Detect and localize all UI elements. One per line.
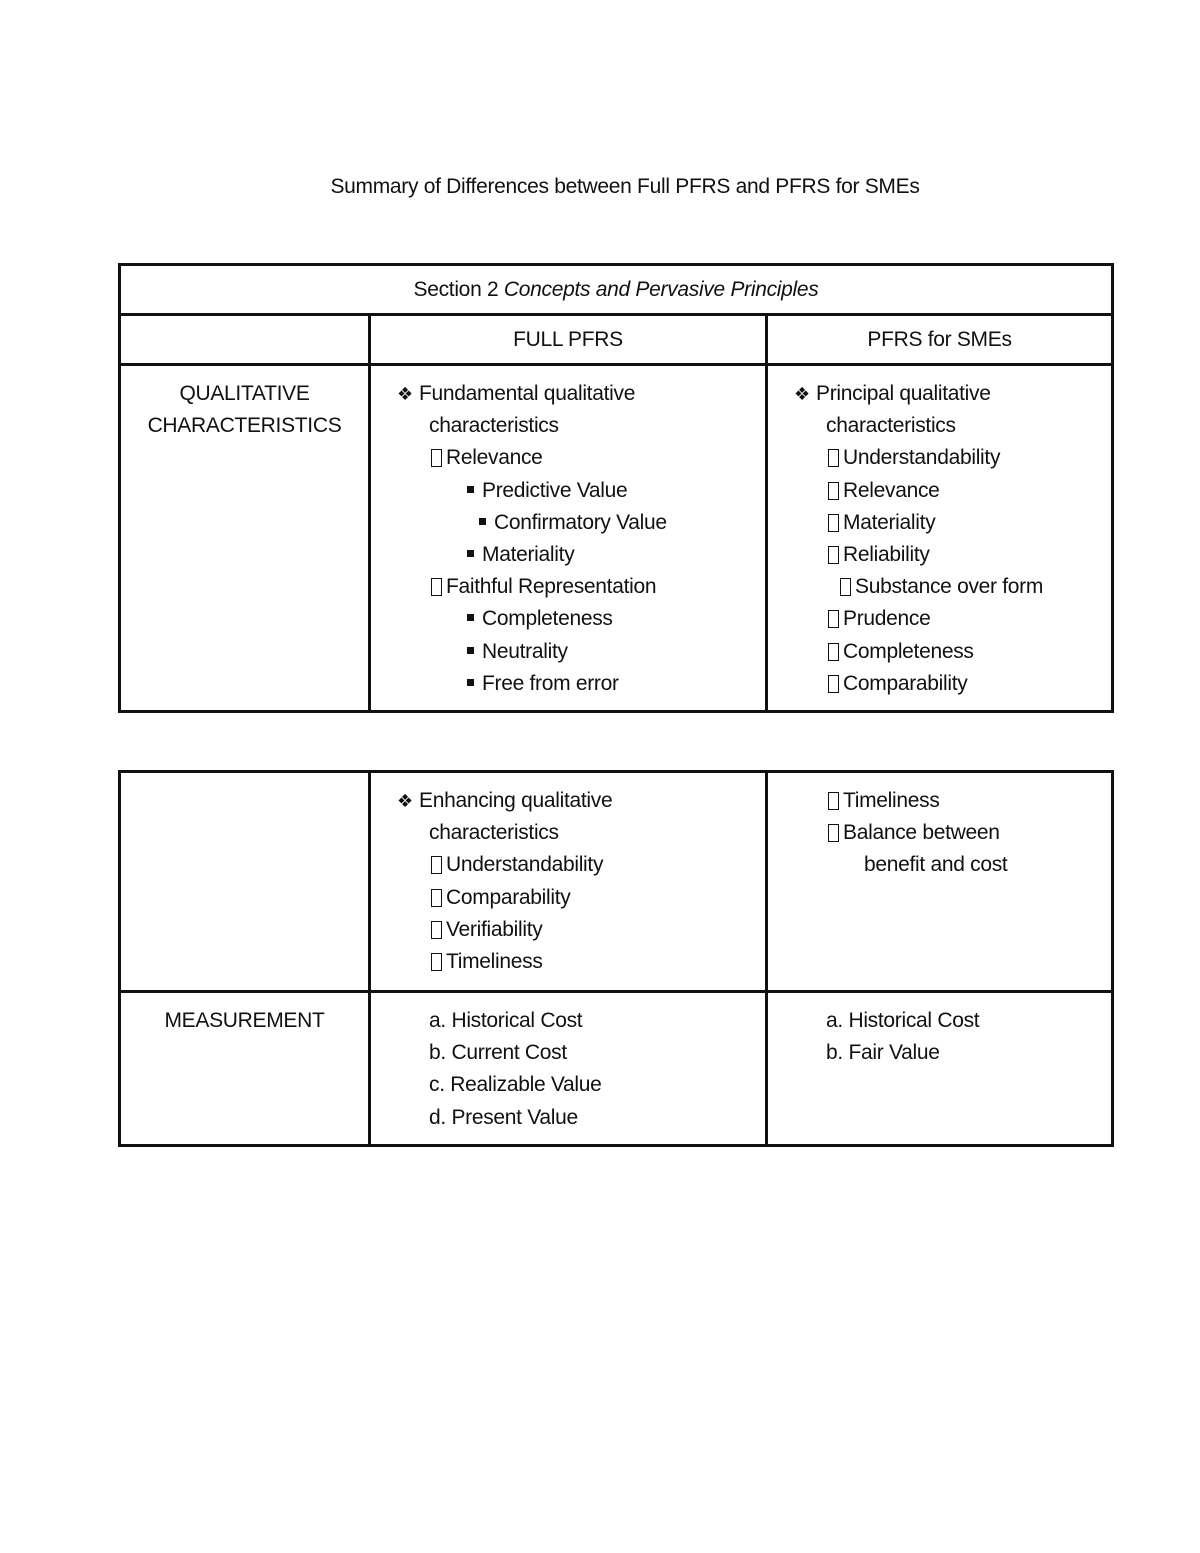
list-item: Materiality bbox=[768, 507, 1111, 539]
list-item: Materiality bbox=[371, 539, 765, 571]
measurement-label: MEASUREMENT bbox=[164, 1009, 325, 1032]
filled-square-bullet-icon bbox=[467, 614, 474, 621]
missing-glyph-box-icon bbox=[828, 514, 839, 532]
qualitative-label-cell bbox=[120, 365, 370, 712]
empty-header-cell bbox=[120, 315, 370, 365]
summary-table-part-2 bbox=[118, 770, 1114, 1147]
list-item: Relevance bbox=[768, 475, 1111, 507]
list-item: Relevance bbox=[371, 442, 765, 474]
list-item: ❖ Enhancing qualitative bbox=[371, 785, 765, 817]
list-item: Reliability bbox=[768, 539, 1111, 571]
list-item: a. Historical Cost bbox=[429, 1009, 583, 1032]
filled-square-bullet-icon bbox=[467, 550, 474, 557]
empty-label-cell bbox=[120, 772, 370, 992]
filled-square-bullet-icon bbox=[467, 679, 474, 686]
list-item: Prudence bbox=[768, 603, 1111, 635]
missing-glyph-box-icon bbox=[840, 578, 851, 596]
list-item: a. Historical Cost bbox=[826, 1009, 980, 1032]
four-diamond-bullet-icon: ❖ bbox=[794, 384, 810, 404]
list-item: Neutrality bbox=[371, 636, 765, 668]
sme-measurement-cell bbox=[767, 992, 1113, 1146]
section-heading-cell bbox=[120, 265, 1113, 315]
list-item: Comparability bbox=[371, 882, 765, 914]
section-prefix: Section 2 bbox=[413, 277, 504, 301]
qualitative-label-line1: QUALITATIVE bbox=[179, 382, 310, 405]
list-item: Balance between bbox=[768, 817, 1111, 849]
list-item: Understandability bbox=[371, 849, 765, 881]
column-header-row bbox=[120, 315, 1113, 365]
list-item: Confirmatory Value bbox=[371, 507, 765, 539]
list-item: Comparability bbox=[768, 668, 1111, 700]
section-row bbox=[120, 265, 1113, 315]
list-item: characteristics bbox=[429, 414, 559, 438]
missing-glyph-box-icon bbox=[828, 482, 839, 500]
filled-square-bullet-icon bbox=[467, 486, 474, 493]
filled-square-bullet-icon bbox=[479, 518, 486, 525]
missing-glyph-box-icon bbox=[431, 921, 442, 939]
section-name: Concepts and Pervasive Principles bbox=[503, 277, 819, 301]
list-item: d. Present Value bbox=[429, 1105, 578, 1129]
list-item: ❖ Fundamental qualitative bbox=[371, 378, 765, 410]
full-enhancing-cell bbox=[370, 772, 767, 992]
full-qualitative-cell bbox=[370, 365, 767, 712]
list-item: b. Fair Value bbox=[826, 1041, 940, 1065]
list-item: Timeliness bbox=[371, 946, 765, 978]
list-item: c. Realizable Value bbox=[429, 1073, 602, 1097]
full-pfrs-header: FULL PFRS bbox=[370, 315, 767, 365]
missing-glyph-box-icon bbox=[431, 889, 442, 907]
list-item: Completeness bbox=[768, 636, 1111, 668]
missing-glyph-box-icon bbox=[431, 856, 442, 874]
measurement-row bbox=[120, 992, 1113, 1146]
missing-glyph-box-icon bbox=[828, 792, 839, 810]
four-diamond-bullet-icon: ❖ bbox=[397, 384, 413, 404]
list-item: characteristics bbox=[429, 821, 559, 845]
missing-glyph-box-icon bbox=[828, 449, 839, 467]
list-item: Verifiability bbox=[371, 914, 765, 946]
missing-glyph-box-icon bbox=[431, 953, 442, 971]
sme-enhancing-cell bbox=[767, 772, 1113, 992]
pfrs-smes-header: PFRS for SMEs bbox=[767, 315, 1113, 365]
list-item: Predictive Value bbox=[371, 475, 765, 507]
missing-glyph-box-icon bbox=[828, 824, 839, 842]
missing-glyph-box-icon bbox=[828, 675, 839, 693]
list-item: Understandability bbox=[768, 442, 1111, 474]
list-item: Substance over form bbox=[768, 571, 1111, 603]
sme-qualitative-cell bbox=[767, 365, 1113, 712]
four-diamond-bullet-icon: ❖ bbox=[397, 791, 413, 811]
missing-glyph-box-icon bbox=[828, 643, 839, 661]
filled-square-bullet-icon bbox=[467, 647, 474, 654]
qualitative-row bbox=[120, 365, 1113, 712]
list-item: b. Current Cost bbox=[429, 1041, 567, 1065]
measurement-label-cell bbox=[120, 992, 370, 1146]
enhancing-row bbox=[120, 772, 1113, 992]
list-item: ❖ Principal qualitative bbox=[768, 378, 1111, 410]
missing-glyph-box-icon bbox=[431, 449, 442, 467]
missing-glyph-box-icon bbox=[828, 546, 839, 564]
qualitative-label-line2: CHARACTERISTICS bbox=[147, 414, 342, 437]
list-item: Completeness bbox=[371, 603, 765, 635]
list-item: Faithful Representation bbox=[371, 571, 765, 603]
list-item: benefit and cost bbox=[864, 853, 1008, 877]
missing-glyph-box-icon bbox=[828, 610, 839, 628]
list-item: Timeliness bbox=[768, 785, 1111, 817]
full-measurement-cell bbox=[370, 992, 767, 1146]
document-title: Summary of Differences between Full PFRS and PFRS for SMEs bbox=[330, 175, 920, 198]
missing-glyph-box-icon bbox=[431, 578, 442, 596]
list-item: Free from error bbox=[371, 668, 765, 700]
summary-table-part-1 bbox=[118, 263, 1114, 713]
list-item: characteristics bbox=[826, 414, 956, 438]
